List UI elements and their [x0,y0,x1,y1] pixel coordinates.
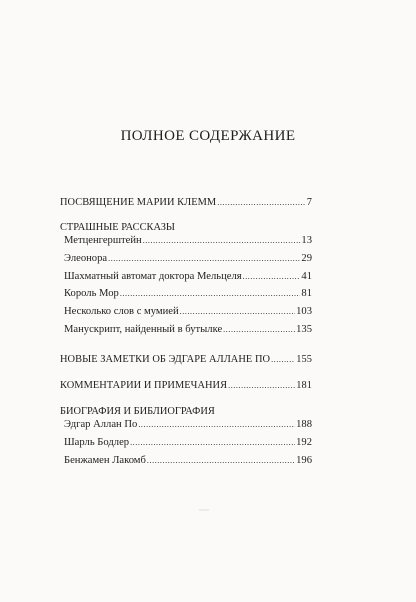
toc-entry-page: 181 [296,379,312,391]
dot-leader [180,307,295,317]
toc-entry-label: Эдгар Аллан По [64,418,138,430]
toc-entry-label: Шарль Бодлер [64,436,130,448]
toc-entry-dedication [60,196,312,209]
dot-leader [138,420,295,430]
toc-entry [64,270,312,283]
section-heading-biography: БИОГРАФИЯ И БИБЛИОГРАФИЯ [60,405,215,417]
toc-entry-page: 7 [306,197,312,208]
dot-leader [108,254,300,264]
toc-entry-page: 41 [301,270,312,282]
toc-entry-page: 135 [296,324,312,336]
toc-entry [64,287,312,300]
toc-entry-label: Шахматный автомат доктора Мельцеля [64,270,242,282]
toc-entry-label: Метценгерштейн [64,235,142,246]
toc-entry-commentary [60,379,312,392]
toc-entry-page: 81 [301,288,312,300]
toc-entry-label: Несколько слов с мумией [64,306,179,318]
toc-entry-label: Элеонора [64,252,108,264]
dot-leader [147,456,295,466]
paper-mark [199,509,209,511]
toc-entry-label: Король Мор [64,288,119,300]
toc-entry-label: Бенжамен Лакомб [64,454,146,466]
section-biography-list [64,418,312,467]
toc-entry [64,418,312,431]
toc-entry [64,454,312,467]
toc-entry-label: Манускрипт, найденный в бутылке [64,324,223,336]
toc-entry-page: 188 [296,418,312,430]
toc-entry-notes [60,353,312,366]
toc-entry-page: 13 [301,235,312,246]
toc-entry [64,323,312,336]
toc-entry [64,305,312,318]
dot-leader [130,438,295,448]
dot-leader [228,381,295,391]
toc-entry-page: 29 [301,252,312,264]
toc-entry [64,436,312,449]
section-heading-tales: СТРАШНЫЕ РАССКАЗЫ [60,222,175,233]
page-title: ПОЛНОЕ СОДЕРЖАНИЕ [120,128,296,144]
dot-leader [143,236,301,246]
table-of-contents [60,196,312,471]
dot-leader [223,325,295,335]
toc-entry [64,234,312,247]
dot-leader [271,355,295,365]
toc-entry-page: 196 [296,454,312,466]
dot-leader [217,198,306,208]
dot-leader [243,272,301,282]
toc-entry [64,252,312,265]
toc-entry-page: 192 [296,436,312,448]
toc-entry-label: КОММЕНТАРИИ И ПРИМЕЧАНИЯ [60,379,228,391]
toc-entry-page: 103 [296,306,312,318]
toc-entry-page: 155 [296,353,312,365]
dot-leader [120,289,301,299]
toc-entry-label: НОВЫЕ ЗАМЕТКИ ОБ ЭДГАРЕ АЛЛАНЕ ПО [60,353,271,365]
section-tales-list [64,234,312,336]
toc-entry-label: ПОСВЯЩЕНИЕ МАРИИ КЛЕММ [60,197,217,208]
